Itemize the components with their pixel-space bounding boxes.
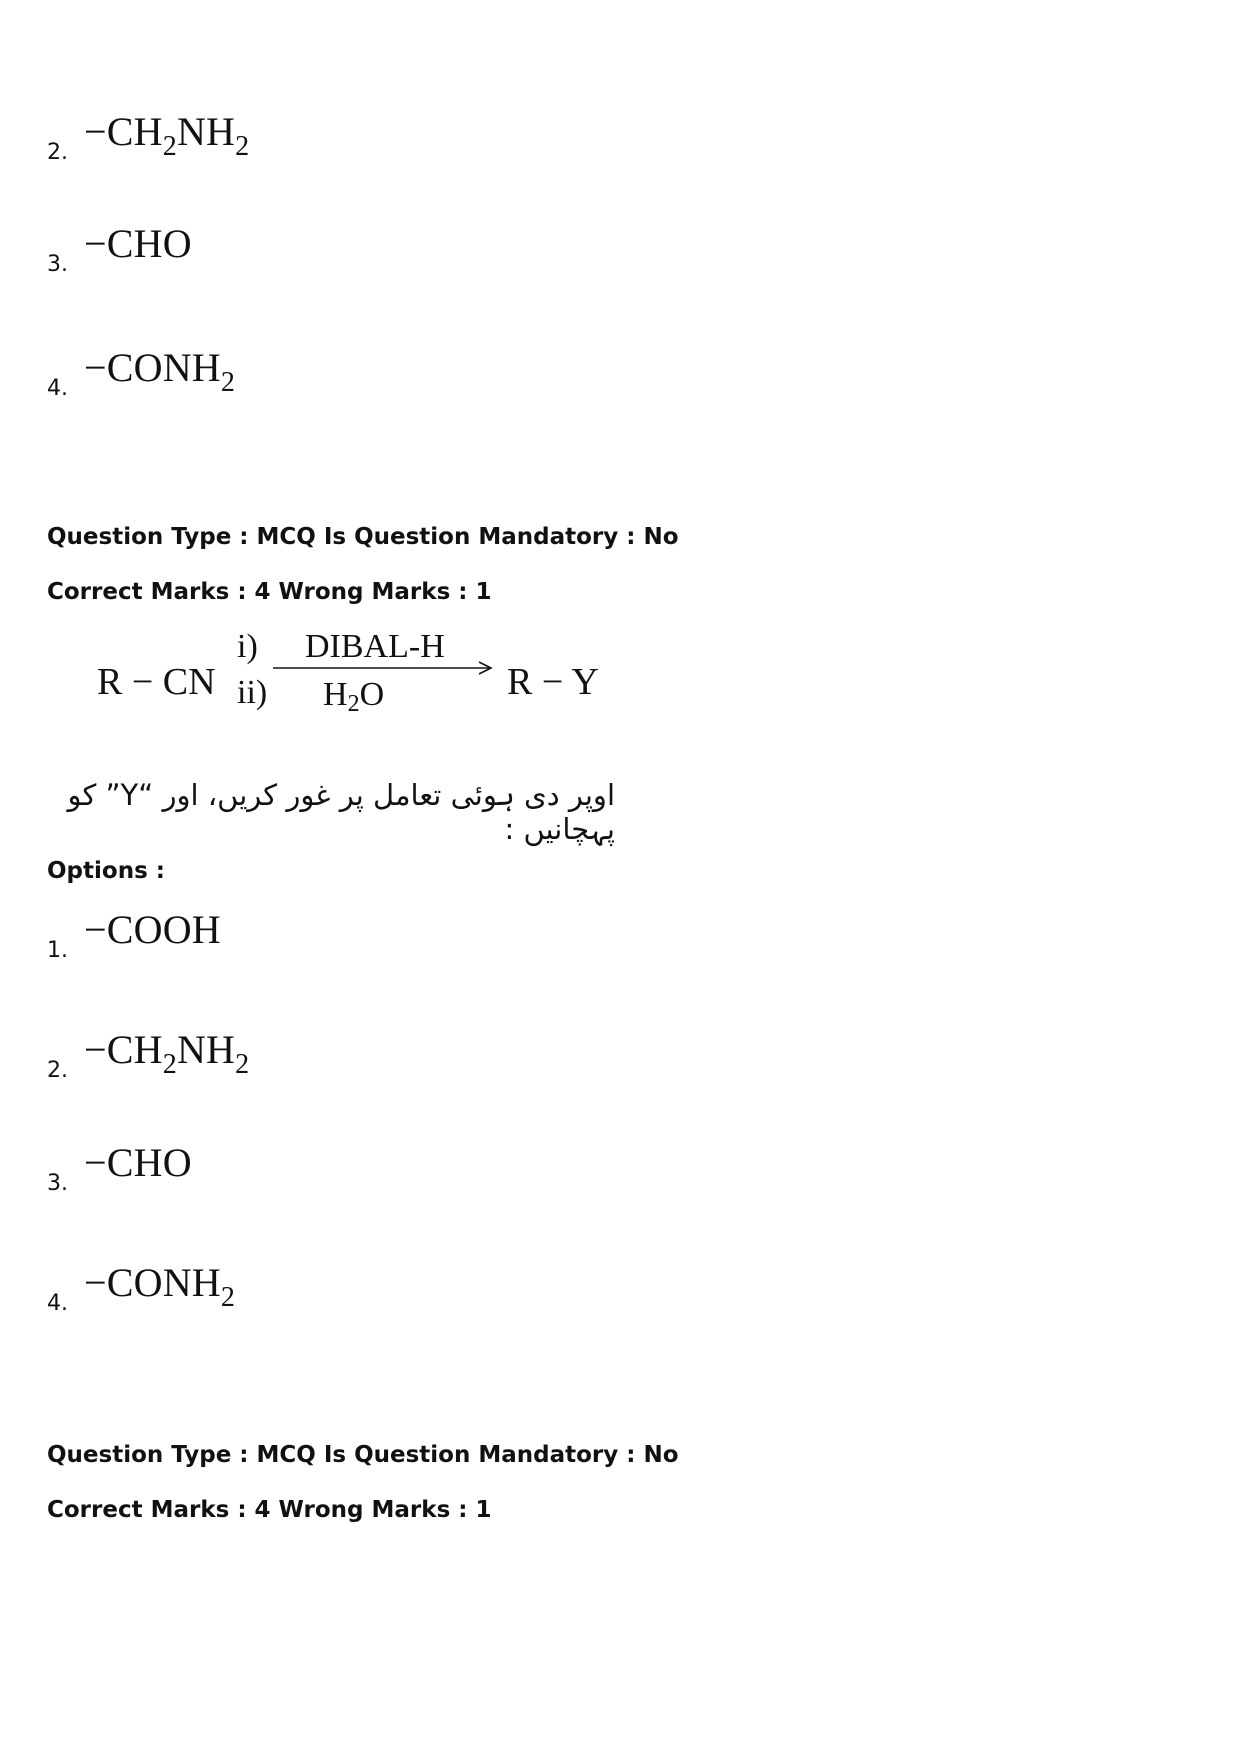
option-number: 2. [47, 140, 68, 165]
option-1 [47, 907, 221, 967]
question-type-line-2: Question Type : MCQ Is Question Mandatory : No [47, 1442, 679, 1468]
marks-line: Correct Marks : 4 Wrong Marks : 1 [47, 579, 492, 605]
step2-label: ii) [237, 674, 268, 711]
step1-reagent: DIBAL-H [305, 628, 445, 665]
option-3 [47, 1140, 192, 1200]
reactant: R − CN [97, 661, 216, 703]
option-number: 3. [47, 1171, 68, 1196]
question-type-line: Question Type : MCQ Is Question Mandatory : No [47, 524, 679, 550]
reaction-arrow [271, 660, 496, 676]
option-formula: −CHO [84, 1140, 192, 1185]
reaction-scheme [95, 620, 615, 720]
option-formula: −COOH [84, 907, 221, 952]
option-number: 2. [47, 1058, 68, 1083]
option-number: 1. [47, 938, 68, 963]
option-number: 4. [47, 1291, 68, 1316]
option-formula: $-CH_2NH_2$ [84, 109, 250, 162]
option-number: 3. [47, 252, 68, 277]
product: R − Y [507, 661, 599, 703]
prev-option-3 [47, 221, 192, 281]
marks-line-2: Correct Marks : 4 Wrong Marks : 1 [47, 1497, 492, 1523]
option-4 [47, 1260, 236, 1328]
option-formula: −CHO [84, 221, 192, 266]
option-formula: $-CONH_2$ [84, 1260, 236, 1313]
prev-option-4 [47, 345, 236, 413]
options-label: Options : [47, 858, 165, 884]
option-2 [47, 1027, 250, 1095]
step2-reagent: $H_2O$ [323, 676, 385, 717]
step1-label: i) [237, 628, 258, 665]
option-formula: $-CH_2NH_2$ [84, 1027, 250, 1080]
option-number: 4. [47, 376, 68, 401]
prev-option-2 [47, 109, 250, 177]
option-formula: $-CONH_2$ [84, 345, 236, 398]
question-text-urdu: اوپر دی ہوئی تعامل پر غور کریں، اور “Y” کو پہچانیں : [67, 778, 615, 846]
